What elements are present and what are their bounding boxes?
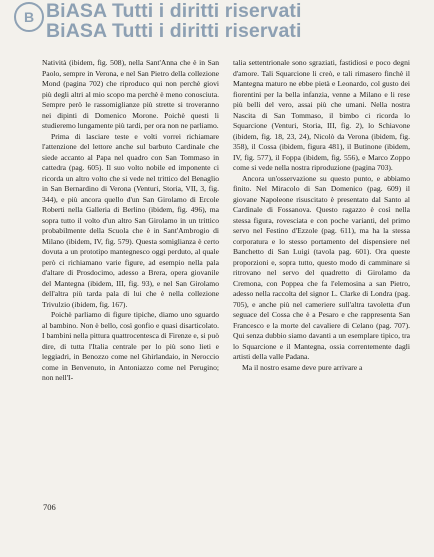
left-text-column bbox=[42, 58, 219, 384]
page-number: 706 bbox=[43, 502, 56, 512]
paragraph: Ancora un'osservazione su questo punto, e abbiamo finito. Nel Miracolo di San Domenico (pag. 609) il giovane Napoleone risuscitato è presentato dal Santo al Cardinale di Fossanova. Questo ragazzo è così nella stessa figura, rovesciata e con poche varianti, del primo servo nel Festino d'Ezzole (pag. 611), ma ha la stessa corporatura e lo stesso portamento del dispensiere nel Banchetto di San Luigi (tavola pag. 601). Ora queste proporzioni e, sopra tutto, questo modo di camminare si ritrovano nel servo del quadretto di Girolamo da Cremona, con Poppea che fa l'elemosina a san Pietro, adesso nella raccolta del signor L. Clarke di Londra (pag. 705), e anche più nel cameriere sull'altra tavoletta d'un seguace del Cossa che è a Pesaro e che rappresenta San Francesco e la morte del cavaliere di Celano (pag. 707). Qui senza dubbio siamo davanti a un esemplare tipico, tra lo Squarcione e il Mantegna, ossia correntemente dagli artisti della valle Padana. bbox=[233, 173, 410, 362]
paragraph: Ma il nostro esame deve pure arrivare a bbox=[242, 362, 363, 372]
right-text-column bbox=[233, 58, 410, 373]
watermark-banner bbox=[0, 0, 434, 46]
library-logo-icon: B bbox=[14, 2, 44, 32]
paragraph: Natività (ibidem, fig. 508), nella Sant'Anna che è in San Paolo, sempre in Verona, e nel San Pietro della collezione Mond (pagina 702) che riproduco qui non perchè giovi più degli altri al mio scopo ma perchè è meno conosciuta. Sempre però le rassomiglianze più strette si troveranno nei dipinti di Domenico Morone. Poichè questi li studieremo lungamente più tardi, per ora non ne parliamo. bbox=[42, 58, 219, 131]
paragraph: Poichè parliamo di figure tipiche, diamo uno sguardo al bambino. Non è bello, così gonfio e quasi disarticolato. I bambini nella pittura quattrocentesca di Firenze e, si può dire, di tutta l'Italia centrale per lo più sono lieti e leggiadri, in Benozzo come nel Ghirlandaio, in Neroccio come in Benvenuto, in Antoniazzo come nel Perugino; non nell'I- bbox=[42, 310, 219, 383]
watermark-line-2: BiASA Tutti i diritti riservati bbox=[46, 20, 302, 42]
paragraph: Prima di lasciare teste e volti vorrei richiamare l'attenzione del lettore anche sul barbuto Cardinale che siede accanto al Papa nel quadro con San Tommaso in cattedra (pag. 605). Il suo volto nobile ed imponente ci ricorda un altro volto che si vede nel trittico del Benaglio in San Bernardino di Verona (Venturi, Storia, VII, 3, fig. 344), e più ancora quello d'un San Girolamo di Ercole Roberti nella Galleria di Berlino (ibidem, fig. 496), ma sopra tutto il volto d'un altro San Girolamo in un trittico probabilmente della Scuola che è in Sant'Ambrogio di Milano (ibidem, IV, fig. 579). Questa somiglianza è certo dovuta a un prototipo mantegnesco oggi perduto, al quale però ci richiamano varie figure, ad esempio nella pala d'altare di Prosdocimo, adesso a Brera, opera giovanile del Mantegna (ibidem, III, fig. 93), e nel San Girolamo dell'altra più tarda pala di lui che è nella collezione Trivulzio (ibidem, fig. 167). bbox=[42, 131, 219, 309]
paragraph: talia settentrionale sono sgraziati, fastidiosi e poco degni d'amore. Tali Squarcione li creò, e tali rimasero finchè il Mantegna maturo ne ebbe pietà e Leonardo, col gusto dei fiorentini per la bella infanzia, venne a Milano e li rese più belli del vero, assai più che umani. Nella nostra Nascita di San Tommaso, il bimbo ci ricorda lo Squarcione (Venturi, Storia, III, fig. 2), lo Schiavone (ibidem, fig. 18, 23, 24), Nicolò da Verona (ibidem, fig. 358), il Cossa (ibidem, figura 481), il Butinone (ibidem, IV, fig. 577), il Foppa (ibidem, fig. 556), e Marco Zoppo come si vede nella nostra riproduzione (pagina 703). bbox=[233, 58, 410, 173]
watermark-line-1: BiASA Tutti i diritti riservati bbox=[46, 0, 302, 22]
